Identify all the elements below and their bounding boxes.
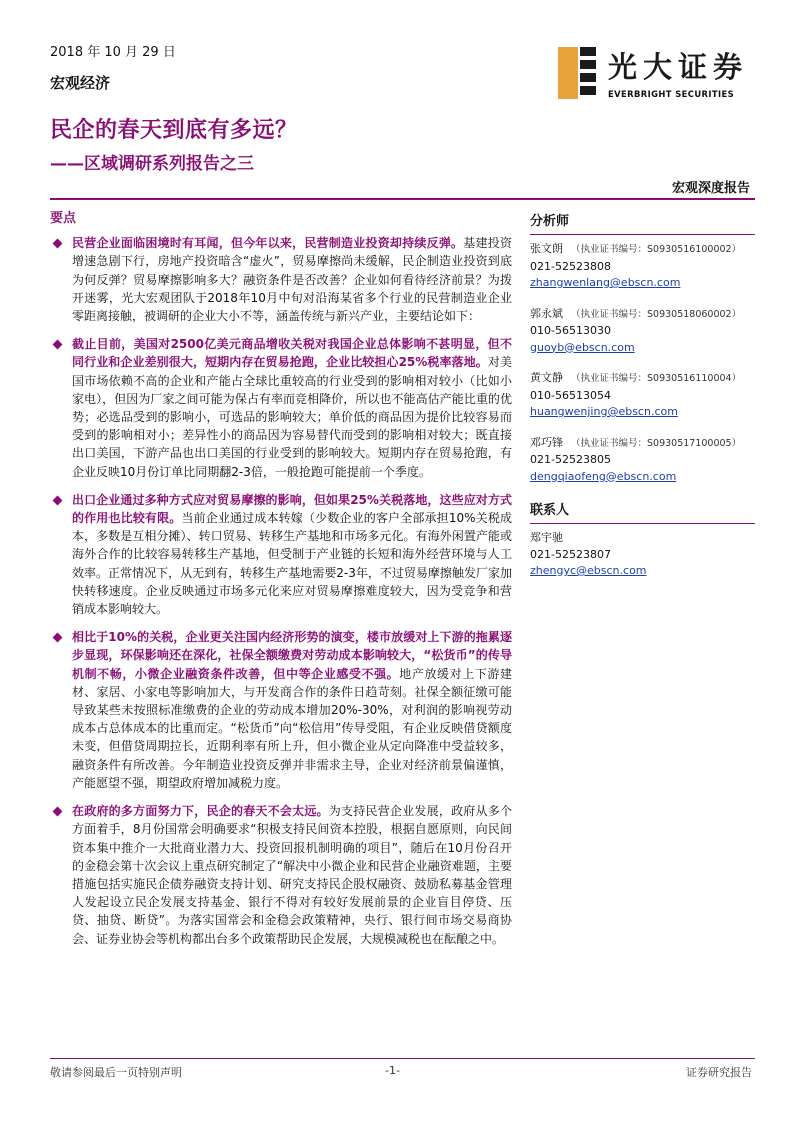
logo-english-text: EVERBRIGHT SECURITIES bbox=[608, 89, 735, 99]
analyst-license: （执业证书编号：S0930516110004） bbox=[571, 373, 742, 384]
diamond-bullet-icon bbox=[53, 340, 63, 350]
key-point-2 bbox=[50, 335, 512, 481]
key-point-3 bbox=[50, 491, 512, 618]
diamond-bullet-icon bbox=[53, 495, 63, 505]
report-date: 2018 年 10 月 29 日 bbox=[50, 45, 176, 60]
report-category: 宏观经济 bbox=[50, 74, 111, 92]
section-title: 要点 bbox=[50, 211, 77, 226]
key-point-1-headline: 民营企业面临困境时有耳闻，但今年以来，民营制造业投资却持续反弹。 bbox=[72, 236, 464, 251]
analyst-name: 邓巧锋 bbox=[530, 435, 563, 449]
sidebar-divider bbox=[530, 234, 755, 235]
analyst-name: 郭永斌 bbox=[530, 306, 563, 320]
diamond-bullet-icon bbox=[53, 807, 63, 817]
diamond-bullet-icon bbox=[53, 633, 63, 643]
logo-chinese-text: 光大证券 bbox=[608, 50, 749, 84]
analyst-license: （执业证书编号：S0930518060002） bbox=[571, 308, 742, 320]
report-title: 民企的春天到底有多远？ bbox=[50, 118, 298, 143]
sidebar bbox=[530, 210, 760, 594]
analyst-phone: 010-56513030 bbox=[530, 324, 611, 337]
key-point-5 bbox=[50, 802, 512, 948]
diamond-bullet-icon bbox=[53, 239, 63, 249]
key-point-4-headline: 相比于10%的关税，企业更关注国内经济形势的演变，楼市放缓对上下游的拖累逐步显现，环保影响还在深化，社保全额缴费对劳动成本影响较大，“松货币”的传导机制不畅，小微企业融资条件改善，但中等企业感受不强。 bbox=[72, 630, 512, 681]
key-point-3-body: 当前企业通过成本转嫁（少数企业的客户全部承担10%关税成本，多数是互相分摊）、转口贸易、转移生产基地和市场多元化。有海外闲置产能或海外合作的比较容易转移生产基地，但受制于产业链的长短和海外经营环境与人工效率。正常情况下，从无到有，转移生产基地需要2-3年，不过贸易摩擦触发厂家加快转移速度。企业反映通过市场多元化来应对贸易摩擦难度较大，因为受竞争和营销成本影响较大。 bbox=[72, 511, 512, 617]
analyst-phone: 010-56513054 bbox=[530, 388, 611, 402]
contact-name: 郑宇驰 bbox=[530, 531, 563, 544]
analyst-license: （执业证书编号：S0930517100005） bbox=[571, 437, 742, 449]
key-point-1-body: 基建投资增速急剧下行，房地产投资暗含“虚火”，贸易摩擦尚未缓解，民企制造业投资到底为何反弹？贸易摩擦影响多大？融资条件是否改善？企业如何看待经济前景？为拨开迷雾，光大宏观团队于2018年10月中旬对沿海某省多个行业的民营制造业企业零距离接触，被调研的企业大小不等，涵盖传统与新兴产业，主要结论如下： bbox=[72, 236, 512, 324]
footer-disclaimer: 敬请参阅最后一页特别声明 bbox=[50, 1066, 182, 1079]
report-subtitle: ——区域调研系列报告之三 bbox=[50, 154, 254, 174]
footer-divider bbox=[50, 1058, 755, 1059]
key-point-4-body: 地产放缓对上下游建材、家居、小家电等影响加大，与开发商合作的条件日趋苛刻。社保全额征缴可能导致某些未按照标准缴费的企业的劳动成本增加20%-30%，对利润的影响视劳动成本占总体成本的比重而定。“松货币”向“松信用”传导受阻，有企业反映借贷额度未变，但借贷周期拉长，近期利率有所上升，但小微企业从定向降准中受益较多，融资条件有所改善。今年制造业投资反弹并非需求主导，企业对经济前景偏谨慎，产能愿望不强，期望政府增加减税力度。 bbox=[72, 666, 512, 790]
key-point-1 bbox=[50, 234, 512, 325]
analyst-license: （执业证书编号：S0930516100002） bbox=[571, 244, 742, 255]
sidebar-divider bbox=[530, 523, 755, 524]
analyst-card bbox=[530, 306, 760, 357]
key-point-2-body: 对美国市场依赖不高的企业和产能占全球比重较高的行业受到的影响相对较小（比如小家电），但因为厂家之间可能为保占有率而竞相降价，所以也不能高估产能比重的优势；必选品受到的影响小，可选品的影响较大；单价低的商品因为提价比较容易而受到的影响相对小；差异性小的商品因为容易替代而受到的影响相对较大；既直接出口美国，下游产品也出口美国的行业受到的影响较大。短期内存在贸易抢跑，有企业反映10月份订单比同期翻2-3倍，一般抢跑可能提前一个季度。 bbox=[72, 355, 512, 479]
key-points-section bbox=[50, 210, 512, 958]
report-type-label: 宏观深度报告 bbox=[671, 181, 750, 196]
analyst-phone: 021-52523805 bbox=[530, 453, 611, 466]
key-point-4 bbox=[50, 628, 512, 792]
analyst-phone: 021-52523808 bbox=[530, 259, 611, 273]
page-number: -1- bbox=[385, 1064, 400, 1077]
analyst-name: 黄文静 bbox=[530, 371, 563, 384]
analyst-card bbox=[530, 241, 760, 292]
logo-mark-icon bbox=[558, 43, 598, 103]
header-divider bbox=[50, 198, 755, 200]
key-point-5-headline: 在政府的多方面努力下，民企的春天不会太远。 bbox=[72, 804, 329, 819]
key-point-3-headline: 出口企业通过多种方式应对贸易摩擦的影响，但如果25%关税落地，这些应对方式的作用也比较有限。 bbox=[72, 492, 512, 526]
contact-phone: 021-52523807 bbox=[530, 547, 611, 561]
footer-report-label: 证券研究报告 bbox=[686, 1066, 752, 1079]
key-point-2-headline: 截止目前，美国对2500亿美元商品增收关税对我国企业总体影响不甚明显，但不同行业和企业差别很大，短期内存在贸易抢跑，企业比较担心25%税率落地。 bbox=[72, 337, 512, 370]
analysts-heading: 分析师 bbox=[530, 214, 570, 229]
contact-email-link[interactable]: zhengyc@ebscn.com bbox=[530, 564, 647, 577]
analyst-email-link[interactable]: zhangwenlang@ebscn.com bbox=[530, 276, 681, 289]
contact-heading: 联系人 bbox=[530, 503, 570, 518]
analyst-card bbox=[530, 435, 760, 486]
contact-card bbox=[530, 530, 760, 580]
company-logo bbox=[558, 43, 758, 103]
key-point-5-body: 为支持民营企业发展，政府从多个方面着手，8月份国常会明确要求“积极支持民间资本控股，根据自愿原则，向民间资本集中推介一大批商业潜力大、投资回报机制明确的项目”，随后在10月份召开的金稳会第十次会议上重点研究制定了“解决中小微企业和民营企业融资难题，主要措施包括实施民企债券融资支持计划、研究支持民企股权融资、鼓励私募基金管理人发起设立民企发展支持基金、银行不得对有较好发展前景的企业盲目停贷、压贷、抽贷、断贷”。为落实国常会和金稳会政策精神，央行、银行间市场交易商协会、证券业协会等机构都出台多个政策帮助民企发展，大规模减税也在酝酿之中。 bbox=[72, 804, 512, 946]
analyst-email-link[interactable]: huangwenjing@ebscn.com bbox=[530, 405, 678, 418]
analyst-email-link[interactable]: guoyb@ebscn.com bbox=[530, 340, 635, 354]
analyst-email-link[interactable]: dengqiaofeng@ebscn.com bbox=[530, 469, 677, 483]
analyst-name: 张文朗 bbox=[530, 242, 563, 255]
analyst-card bbox=[530, 370, 760, 421]
